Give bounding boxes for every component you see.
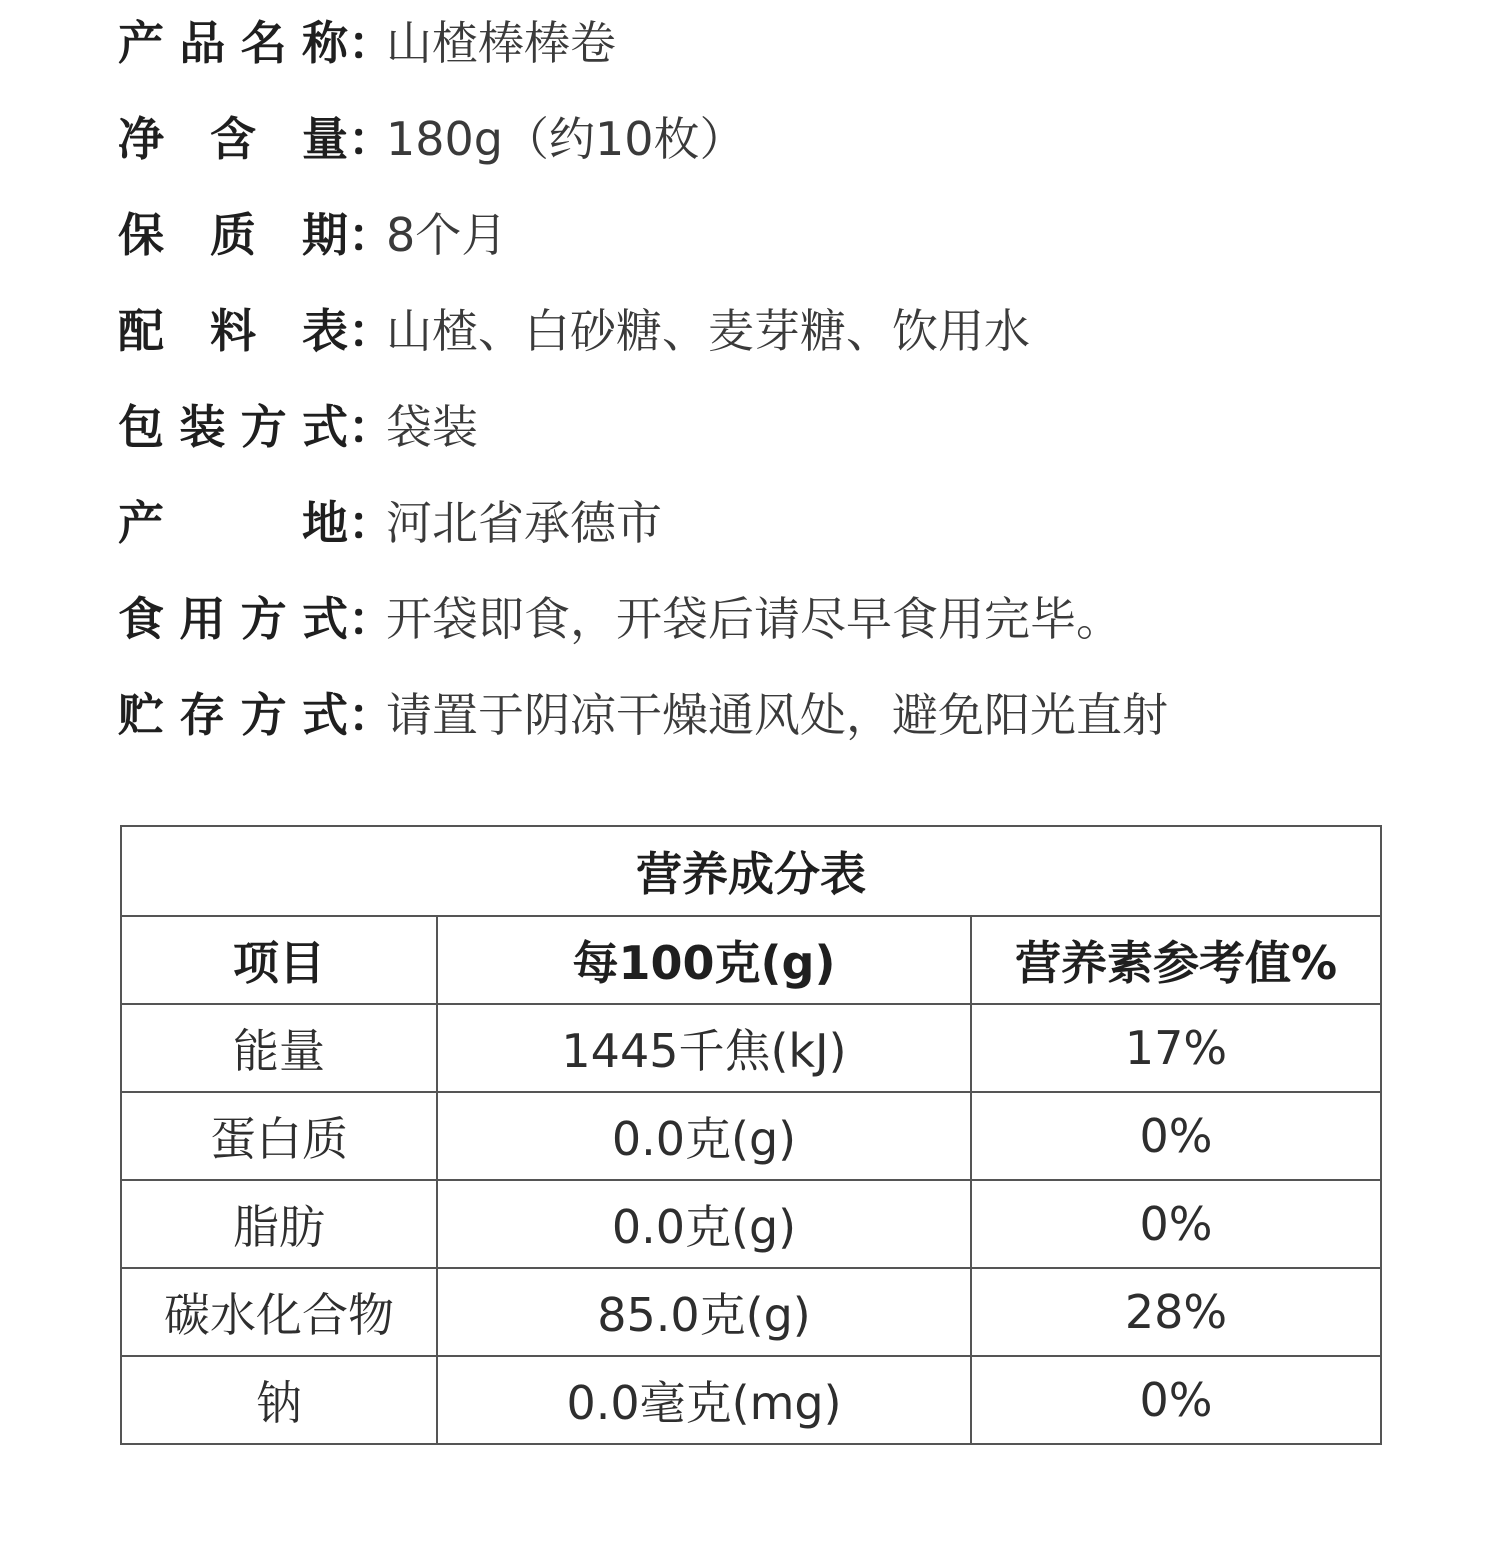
- nutrition-table: [120, 825, 1382, 1445]
- info-row-ingredients: [118, 288, 1030, 368]
- nutrient-amount: 0.0毫克(mg): [437, 1356, 971, 1444]
- header-item: 项目: [121, 916, 437, 1004]
- info-value: 请置于阴凉干燥通风处，避免阳光直射: [386, 688, 1168, 742]
- info-row-consumption: [118, 576, 1122, 656]
- nutrition-title-row: [121, 826, 1381, 916]
- nutrition-table-title: 营养成分表: [121, 826, 1381, 916]
- info-label: 产 地: [118, 496, 348, 550]
- colon: ：: [348, 208, 394, 262]
- nutrient-nrv: 28%: [971, 1268, 1381, 1356]
- info-label: 净 含 量: [118, 112, 348, 166]
- nutrient-nrv: 0%: [971, 1092, 1381, 1180]
- nutrient-nrv: 17%: [971, 1004, 1381, 1092]
- colon: ：: [348, 688, 394, 742]
- colon: ：: [348, 592, 394, 646]
- nutrient-amount: 1445千焦(kJ): [437, 1004, 971, 1092]
- nutrition-header-row: [121, 916, 1381, 1004]
- info-row-packaging: [118, 384, 478, 464]
- table-row: [121, 1092, 1381, 1180]
- nutrient-name: 能量: [121, 1004, 437, 1092]
- nutrient-amount: 0.0克(g): [437, 1180, 971, 1268]
- table-row: [121, 1004, 1381, 1092]
- nutrient-name: 碳水化合物: [121, 1268, 437, 1356]
- colon: ：: [348, 304, 394, 358]
- info-label: 配 料 表: [118, 304, 348, 358]
- header-per-100g: 每100克(g): [437, 916, 971, 1004]
- nutrient-nrv: 0%: [971, 1356, 1381, 1444]
- info-value: 180g（约10枚）: [386, 112, 746, 166]
- colon: ：: [348, 16, 394, 70]
- info-value: 开袋即食，开袋后请尽早食用完毕。: [386, 592, 1122, 646]
- nutrient-nrv: 0%: [971, 1180, 1381, 1268]
- info-label: 包 装 方 式: [118, 400, 348, 454]
- nutrient-name: 钠: [121, 1356, 437, 1444]
- info-row-storage: [118, 672, 1168, 752]
- table-row: [121, 1268, 1381, 1356]
- info-value: 山楂、白砂糖、麦芽糖、饮用水: [386, 304, 1030, 358]
- info-label: 食 用 方 式: [118, 592, 348, 646]
- info-value: 袋装: [386, 400, 478, 454]
- info-row-origin: [118, 480, 662, 560]
- nutrient-amount: 85.0克(g): [437, 1268, 971, 1356]
- header-nrv: 营养素参考值%: [971, 916, 1381, 1004]
- info-row-shelf-life: [118, 192, 507, 272]
- colon: ：: [348, 400, 394, 454]
- info-value: 山楂棒棒卷: [386, 16, 616, 70]
- nutrient-amount: 0.0克(g): [437, 1092, 971, 1180]
- colon: ：: [348, 112, 394, 166]
- info-label: 贮 存 方 式: [118, 688, 348, 742]
- nutrient-name: 蛋白质: [121, 1092, 437, 1180]
- info-row-net-content: [118, 96, 746, 176]
- info-value: 河北省承德市: [386, 496, 662, 550]
- info-label: 产 品 名 称: [118, 16, 348, 70]
- nutrient-name: 脂肪: [121, 1180, 437, 1268]
- table-row: [121, 1356, 1381, 1444]
- colon: ：: [348, 496, 394, 550]
- info-row-product-name: [118, 0, 616, 80]
- table-row: [121, 1180, 1381, 1268]
- info-value: 8个月: [386, 208, 508, 262]
- info-label: 保 质 期: [118, 208, 348, 262]
